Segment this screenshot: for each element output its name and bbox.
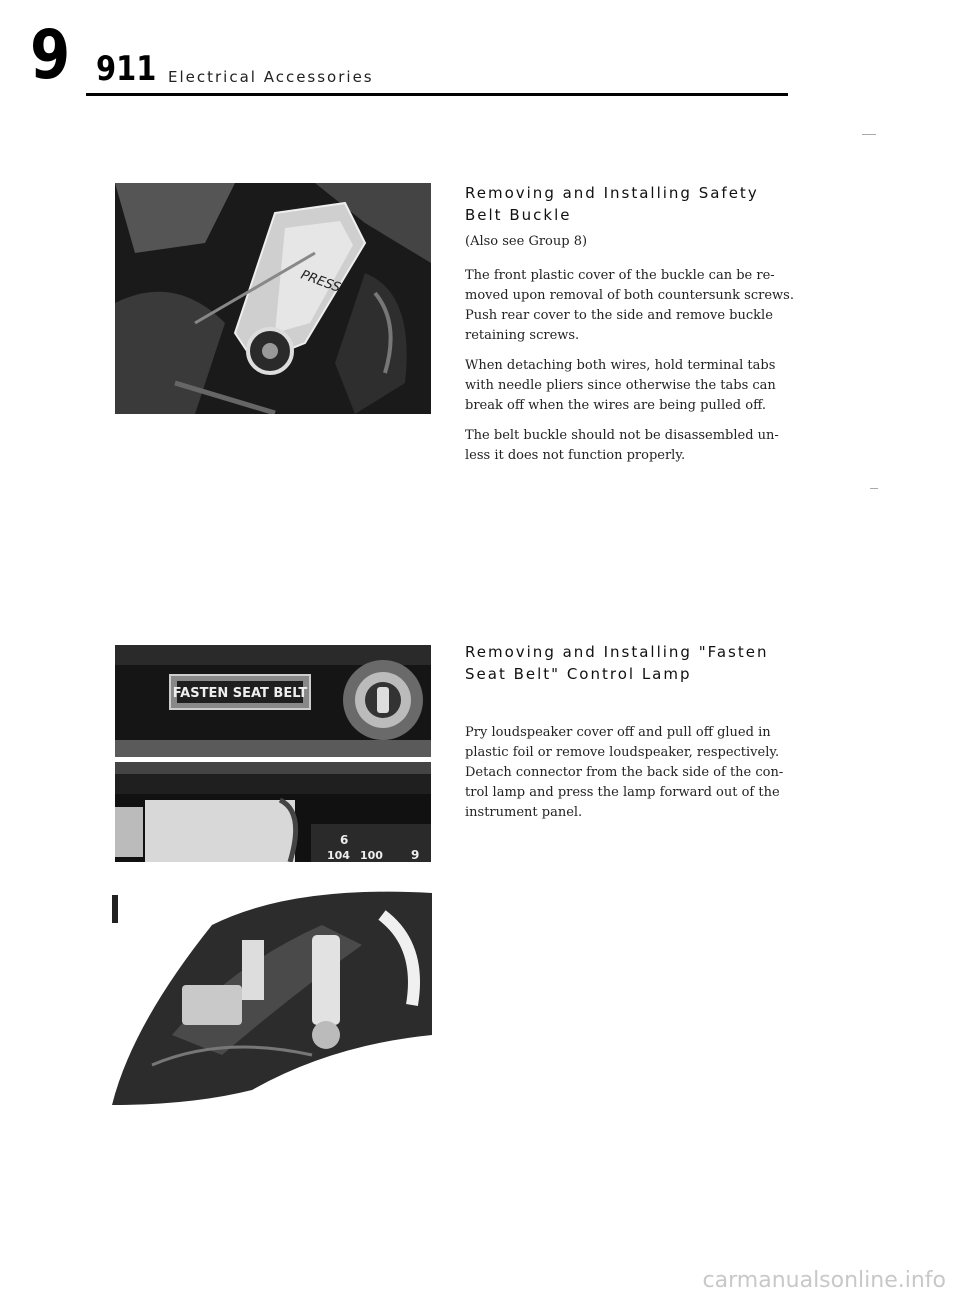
- section-heading-lamp: Removing and Installing "Fasten Seat Belt" Control Lamp: [465, 643, 769, 683]
- control-lamp-photo: [115, 645, 431, 757]
- lamp-removal-photo-image: [112, 885, 432, 1105]
- paragraph-buckle-2: When detaching both wires, hold terminal tabs with needle pliers since otherwise the tabs can break off when the wires are being pulled off.: [465, 358, 776, 413]
- instrument-panel-photo-image: [115, 762, 431, 862]
- scan-mark: [862, 134, 876, 135]
- watermark: carmanualsonline.info: [702, 1268, 946, 1293]
- paragraph-lamp-1: Pry loudspeaker cover off and pull off glued in plastic foil or remove loudspeaker, respectively. Detach connector from the back side of the con-trol lamp and press the lamp forward out of the instrument panel.: [465, 725, 784, 820]
- control-lamp-photo-image: [115, 645, 431, 757]
- model-number: 911: [96, 49, 157, 89]
- gauge-reading-4: 9: [411, 848, 420, 862]
- buckle-press-label: PRESS: [298, 267, 343, 296]
- scan-mark: [870, 488, 878, 489]
- paragraph-buckle-1: The front plastic cover of the buckle can be re-moved upon removal of both countersunk screws. Push rear cover to the side and remove buckle retaining screws.: [465, 268, 794, 343]
- section-note-buckle: (Also see Group 8): [465, 234, 588, 249]
- group-number: 9: [30, 16, 71, 95]
- gauge-reading-2: 104: [327, 849, 350, 862]
- instrument-panel-photo: [115, 762, 431, 862]
- lamp-removal-photo: [112, 885, 432, 1105]
- page-header: [0, 0, 960, 100]
- section-heading-buckle: Removing and Installing Safety Belt Buckle: [465, 184, 759, 224]
- fasten-seat-belt-label: FASTEN SEAT BELT: [172, 686, 308, 701]
- paragraph-buckle-3: The belt buckle should not be disassembled un-less it does not function properly.: [465, 428, 779, 463]
- section-title: Electrical Accessories: [168, 68, 374, 86]
- gauge-reading-3: 100: [360, 849, 383, 862]
- gauge-reading-1: 6: [340, 833, 349, 847]
- section-safety-belt-buckle: [465, 182, 795, 476]
- section-control-lamp: [465, 641, 795, 833]
- buckle-photo-image: [115, 183, 431, 414]
- buckle-photo: [115, 183, 431, 414]
- header-rule: [86, 93, 788, 96]
